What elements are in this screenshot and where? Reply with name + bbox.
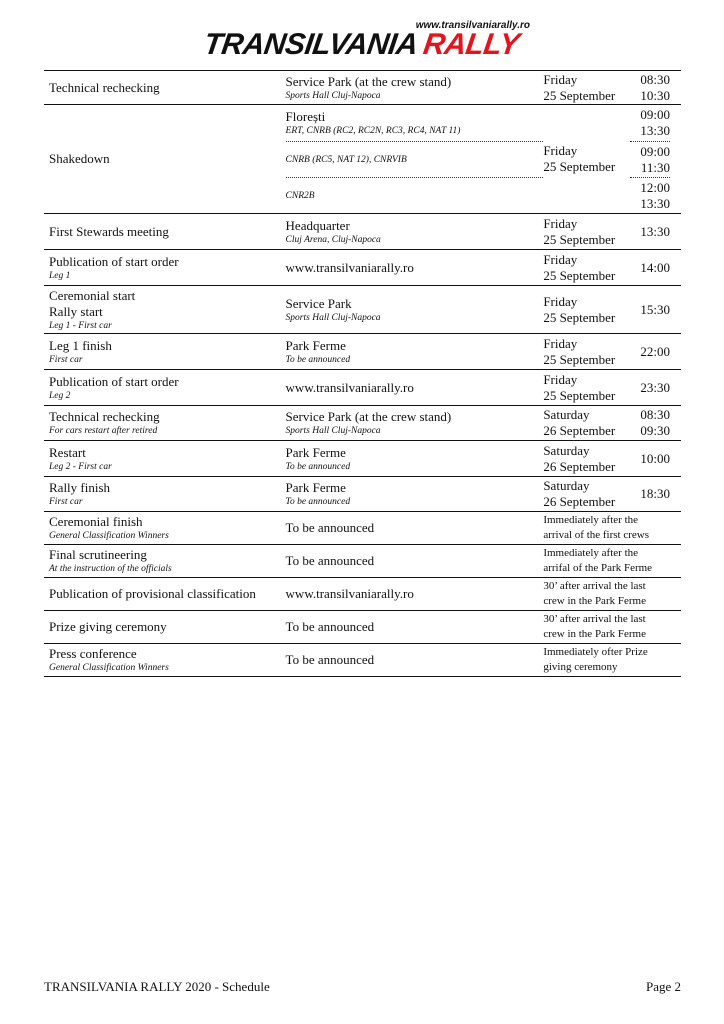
table-row <box>44 441 681 477</box>
event-time-end: 09:30 <box>640 423 670 438</box>
table-row <box>44 512 681 545</box>
event-timing-note-2: crew in the Park Ferme <box>543 595 646 607</box>
event-time-end: 13:30 <box>640 123 670 138</box>
event-subtitle: Leg 2 - First car <box>49 461 112 472</box>
schedule-table <box>44 70 681 677</box>
event-date: 25 September <box>543 159 616 174</box>
table-row <box>44 644 681 677</box>
event-date: 26 September <box>543 494 616 509</box>
event-time-end: 10:30 <box>640 87 670 103</box>
event-location-detail: Sports Hall Cluj-Napoca <box>285 426 381 436</box>
event-name: Restart <box>49 444 86 460</box>
event-name: Technical rechecking <box>49 79 160 95</box>
event-location: To be announced <box>285 619 375 634</box>
event-time-start: 09:00 <box>640 107 670 122</box>
event-name: Press conference <box>49 646 137 661</box>
logo-wordmark <box>202 28 521 62</box>
event-date: 25 September <box>543 387 616 403</box>
event-day: Friday <box>543 293 578 309</box>
table-row <box>44 406 681 441</box>
table-row <box>44 286 681 334</box>
event-day: Saturday <box>543 442 590 458</box>
event-name: First Stewards meeting <box>49 223 169 239</box>
event-day: Friday <box>543 371 578 387</box>
event-location-detail: Cluj Arena, Cluj-Napoca <box>285 234 381 245</box>
event-date: 26 September <box>543 458 616 474</box>
event-timing-note-2: arrival of the first crews <box>543 529 650 541</box>
logo-url-text: www.transilvaniarally.ro <box>415 20 530 31</box>
table-row <box>44 545 681 578</box>
logo-word-transilvania: TRANSILVANIA <box>201 28 420 61</box>
table-row <box>44 477 681 512</box>
event-time-start: 08:30 <box>640 407 670 422</box>
event-name: Final scrutineering <box>49 547 147 562</box>
event-subtitle: Leg 1 - First car <box>49 320 112 331</box>
event-location-detail: ERT, CNRB (RC2, RC2N, RC3, RC4, NAT 11) <box>285 126 461 136</box>
event-date: 26 September <box>543 423 616 438</box>
event-date: 25 September <box>543 87 616 103</box>
event-name: Ceremonial start <box>49 287 136 303</box>
event-location-detail: CNR2B <box>285 190 315 201</box>
event-day: Saturday <box>543 407 590 422</box>
event-name: Publication of start order <box>49 373 179 389</box>
event-location: Florești <box>285 109 326 124</box>
event-time-start: 09:00 <box>640 143 670 159</box>
event-subtitle: First car <box>49 354 83 365</box>
footer-document-title: TRANSILVANIA RALLY 2020 - Schedule <box>44 979 270 994</box>
event-name: Shakedown <box>49 151 110 166</box>
event-day: Saturday <box>543 478 590 493</box>
event-day: Friday <box>543 71 578 87</box>
event-timing-note: 30’ after arrival the last <box>543 613 646 625</box>
table-row <box>44 578 681 611</box>
event-timing-note: Immediately after the <box>543 514 639 526</box>
footer-page-number: Page 2 <box>645 979 681 994</box>
event-location: www.transilvaniarally.ro <box>285 379 414 395</box>
event-location: To be announced <box>285 553 375 568</box>
event-location-detail: CNRB (RC5, NAT 12), CNRVIB <box>285 154 407 165</box>
event-name: Publication of provisional classification <box>49 586 256 601</box>
table-row <box>44 105 681 214</box>
event-subtitle: General Classification Winners <box>49 531 169 541</box>
event-name: Publication of start order <box>49 253 179 269</box>
event-location: Service Park (at the crew stand) <box>285 73 452 89</box>
event-day: Friday <box>543 215 578 231</box>
event-location: www.transilvaniarally.ro <box>285 586 414 601</box>
event-subtitle: First car <box>49 497 83 507</box>
event-time: 18:30 <box>640 486 670 501</box>
event-location: Park Ferme <box>285 444 346 460</box>
event-timing-note-2: arrifal of the Park Ferme <box>543 562 653 574</box>
event-time: 14:00 <box>640 259 670 275</box>
event-timing-note: Immediately after the <box>543 547 639 559</box>
event-time-start: 12:00 <box>640 179 670 195</box>
table-row <box>44 71 681 105</box>
event-time: 10:00 <box>640 450 670 466</box>
rally-logo <box>200 20 530 68</box>
event-location: Service Park <box>285 295 352 311</box>
event-location-detail: To be announced <box>285 461 351 472</box>
event-location: Park Ferme <box>285 480 346 495</box>
event-date: 25 September <box>543 231 616 247</box>
event-time: 13:30 <box>640 223 670 239</box>
event-location-detail: Sports Hall Cluj-Napoca <box>285 312 381 323</box>
event-name: Leg 1 finish <box>49 337 112 353</box>
event-day: Friday <box>543 335 578 351</box>
event-location-detail: To be announced <box>285 497 351 507</box>
event-timing-note: 30’ after arrival the last <box>543 580 646 592</box>
table-row <box>44 370 681 406</box>
event-timing-note-2: crew in the Park Ferme <box>543 628 646 640</box>
event-time: 15:30 <box>640 301 670 317</box>
event-subtitle: Leg 1 <box>49 270 71 281</box>
event-date: 25 September <box>543 351 616 367</box>
event-date: 25 September <box>543 267 616 283</box>
event-name: Technical rechecking <box>49 409 160 424</box>
event-subtitle: General Classification Winners <box>49 663 169 673</box>
event-location-detail: To be announced <box>285 354 351 365</box>
table-row <box>44 611 681 644</box>
logo-word-rally: RALLY <box>421 28 522 61</box>
event-time: 22:00 <box>640 343 670 359</box>
event-day: Friday <box>543 251 578 267</box>
event-time: 23:30 <box>640 379 670 395</box>
event-subtitle: For cars restart after retired <box>49 426 158 436</box>
event-subtitle: At the instruction of the officials <box>49 564 172 574</box>
event-subtitle: Leg 2 <box>49 390 71 401</box>
event-location: To be announced <box>285 652 375 667</box>
table-row <box>44 334 681 370</box>
event-location-detail: Sports Hall Cluj-Napoca <box>285 90 381 101</box>
event-name: Prize giving ceremony <box>49 619 167 634</box>
event-day: Friday <box>543 143 578 158</box>
event-location: Service Park (at the crew stand) <box>285 409 452 424</box>
event-time-end: 13:30 <box>640 195 670 211</box>
event-location: Headquarter <box>285 217 350 233</box>
table-row <box>44 214 681 250</box>
event-timing-note-2: giving ceremony <box>543 661 618 673</box>
event-timing-note: Immediately ofter Prize <box>543 646 648 658</box>
event-name-secondary: Rally start <box>49 303 103 319</box>
table-row <box>44 250 681 286</box>
event-name: Rally finish <box>49 480 111 495</box>
event-time-end: 11:30 <box>640 159 670 175</box>
event-location: To be announced <box>285 520 375 535</box>
event-time-start: 08:30 <box>640 71 670 87</box>
event-location: Park Ferme <box>285 337 346 353</box>
event-location: www.transilvaniarally.ro <box>285 259 414 275</box>
event-name: Ceremonial finish <box>49 514 143 529</box>
event-date: 25 September <box>543 309 616 325</box>
